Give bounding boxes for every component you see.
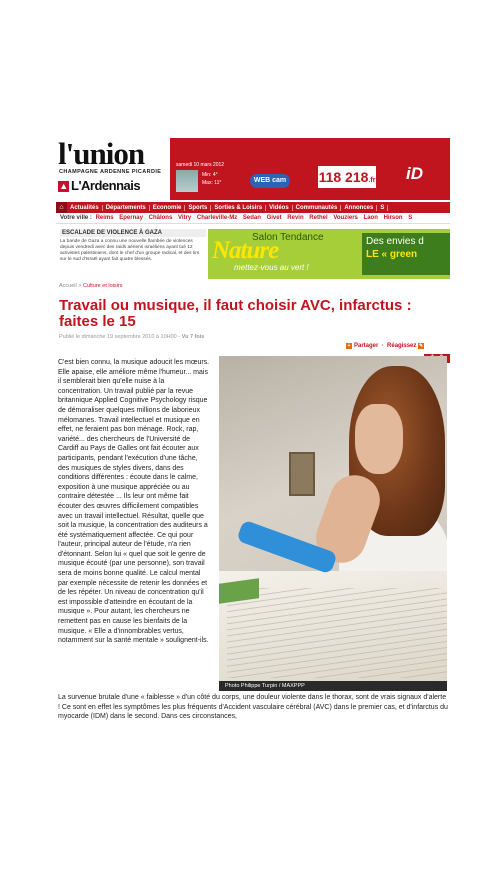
ad-right-line1: Des envies d [366,236,424,247]
header-banner [170,138,450,200]
photo-face [355,404,403,474]
weather-values [202,171,221,187]
webcam-button[interactable]: WEB cam [250,174,290,188]
article-photo[interactable] [219,356,447,686]
ad-118218-label: 118 218 [318,169,369,185]
city-link[interactable]: Laon [363,215,378,221]
nav-item-departements[interactable]: Départements [103,205,150,211]
nav-item-actualites[interactable]: Actualités [67,205,103,211]
weather-min: Min: 4° [202,172,218,178]
publish-date: Publié le dimanche 19 septembre 2010 à 10H00 - [59,334,182,340]
city-nav-label: Votre ville : [60,215,92,221]
ad-118218-suffix: .fr [368,177,376,184]
ad-tagline: mettez-vous au vert ! [234,263,309,272]
ad-right-panel [362,233,450,275]
breadcrumb-home[interactable]: Accueil [59,283,77,289]
city-link[interactable]: Sedan [242,215,261,221]
city-link[interactable]: Vitry [177,215,192,221]
ad-118218[interactable] [318,166,376,188]
ad-nature: Nature [212,237,279,264]
home-icon[interactable]: ⌂ [56,202,67,213]
nav-item-sorties[interactable]: Sorties & Loisirs [211,205,266,211]
article-body: C'est bien connu, la musique adoucit les mœurs. Elle apaise, elle améliore même l'humeur... mais il semblerait bien qu'elle nuise à la concentration. Un travail publié par la revue britannique Applied Cognitive Psychology risque de démoraliser quelques millions de laborieux mélomanes. Travail intellectuel et musique en effet, ne feraient pas bon ménage. Rock, rap, variété... des chercheurs de l'Université de Cardiff au Pays de Galles ont fait écouter aux participants, pendant l'exécution d'une tâche, des musiques de styles divers, dans des conditions différentes : écoute dans le calme, exposition à une musique appréciée ou au contraire détestée ... Ils leur ont même fait écouter des œuvres difficilement compatibles avec un travail intellectuel. Résultat, quelle que soit la musique, la concentration des auditeurs a été systématiquement affectée. Ce qui pour l'auteur, principal auteur de l'étude, n'a rien d'étonnant. Selon lui « quel que soit le genre de musique écouté (par une personne), son travail sera de moins bonne qualité. Le calcul mental par exemple nécessite de retenir les données et de les répéter. Un niveau de concentration qu'il est impossible d'atteindre en écoutant de la musique ». Pour autant, les chercheurs ne remettent pas en cause les bienfaits de la musique. « Elle a d'innombrables vertus, notamment sur la santé mentale » soulignent-ils. [58,359,210,645]
photo-book-lines [227,588,447,678]
site-header [56,138,450,200]
city-link[interactable]: Rethel [309,215,328,221]
city-link[interactable]: Charleville-Mz [196,215,238,221]
photo-frame [289,452,315,496]
site-logo[interactable] [56,138,168,200]
nav-item-annonces[interactable]: Annonces [341,205,377,211]
ardennais-mark-icon: ▲ [59,181,68,191]
logo-text: l'union [58,138,145,171]
city-link[interactable]: Vouziers [333,215,358,221]
article-body-continued: La survenue brutale d'une « faiblesse » d'un côté du corps, une douleur violente dans le thorax, sont de vrais signaux d'alerte ! Ce sont en effet les symptômes les plus fréquents d'Accident vasculaire cérébral (AVC) dans le premier cas, et d'infarctus du myocarde (IDM) dans le second. Dans ces circonstances, [58,694,448,721]
nav-item-videos[interactable]: Vidéos [266,205,293,211]
weather-icon[interactable] [176,170,198,192]
share-label: Partager [354,343,379,349]
nav-item-economie[interactable]: Economie [150,205,186,211]
city-nav [56,214,450,224]
logo-ardennais [58,178,140,193]
react-label: Réagissez [387,343,417,349]
comment-icon: ✎ [418,343,424,349]
news-flash-title: ESCALADE DE VIOLENCE À GAZA [60,229,206,237]
news-flash-text: La bande de Gaza a connu une nouvelle flambée de violences depuis vendredi avec des raids aériens israéliens ayant tué 12 activistes palestiniens, dont le chef d'un groupe radical, et des tirs sur le sud d'Israël ayant fait quatre blessés. [60,239,200,262]
city-link[interactable]: Châlons [148,215,173,221]
city-link[interactable]: Epernay [119,215,143,221]
logo-region: CHAMPAGNE ARDENNE PICARDIE [59,169,162,175]
breadcrumb [59,283,122,289]
breadcrumb-separator: > [76,283,84,289]
article-page [56,138,450,738]
article-meta [59,334,204,340]
breadcrumb-section[interactable]: Culture et loisirs [83,283,123,289]
weather-date: samedi 10 mars 2012 [176,162,225,168]
react-button[interactable] [387,343,426,349]
article-title: Travail ou musique, il faut choisir AVC, infarctus : faites le 15 [59,297,412,330]
view-count: Vu 7 fois [181,334,205,340]
city-link[interactable]: S [408,215,413,221]
city-link[interactable]: Hirson [383,215,403,221]
weather-max: Max: 11° [202,180,222,186]
city-link[interactable]: Reims [95,215,114,221]
share-button[interactable] [346,343,378,349]
share-icon: + [347,343,351,349]
main-nav [56,202,450,213]
city-link[interactable]: Revin [287,215,304,221]
nav-item-more[interactable]: S [377,205,388,211]
city-link[interactable]: Givet [266,215,282,221]
ad-id[interactable]: iD [406,164,423,183]
nav-item-sports[interactable]: Sports [185,205,211,211]
photo-caption: Photo Philippe Turpin / MAXPPP [219,681,447,691]
ad-right-line2: LE « green [366,249,418,260]
news-flash[interactable] [60,229,206,279]
share-bar: + Partager · Réagissez ✎ [346,343,426,349]
ad-banner-nature[interactable] [208,229,450,279]
ad-salon: Salon Tendance [252,232,324,243]
logo-ardennais-label: L'Ardennais [71,178,141,193]
nav-item-communautes[interactable]: Communautés [293,205,342,211]
